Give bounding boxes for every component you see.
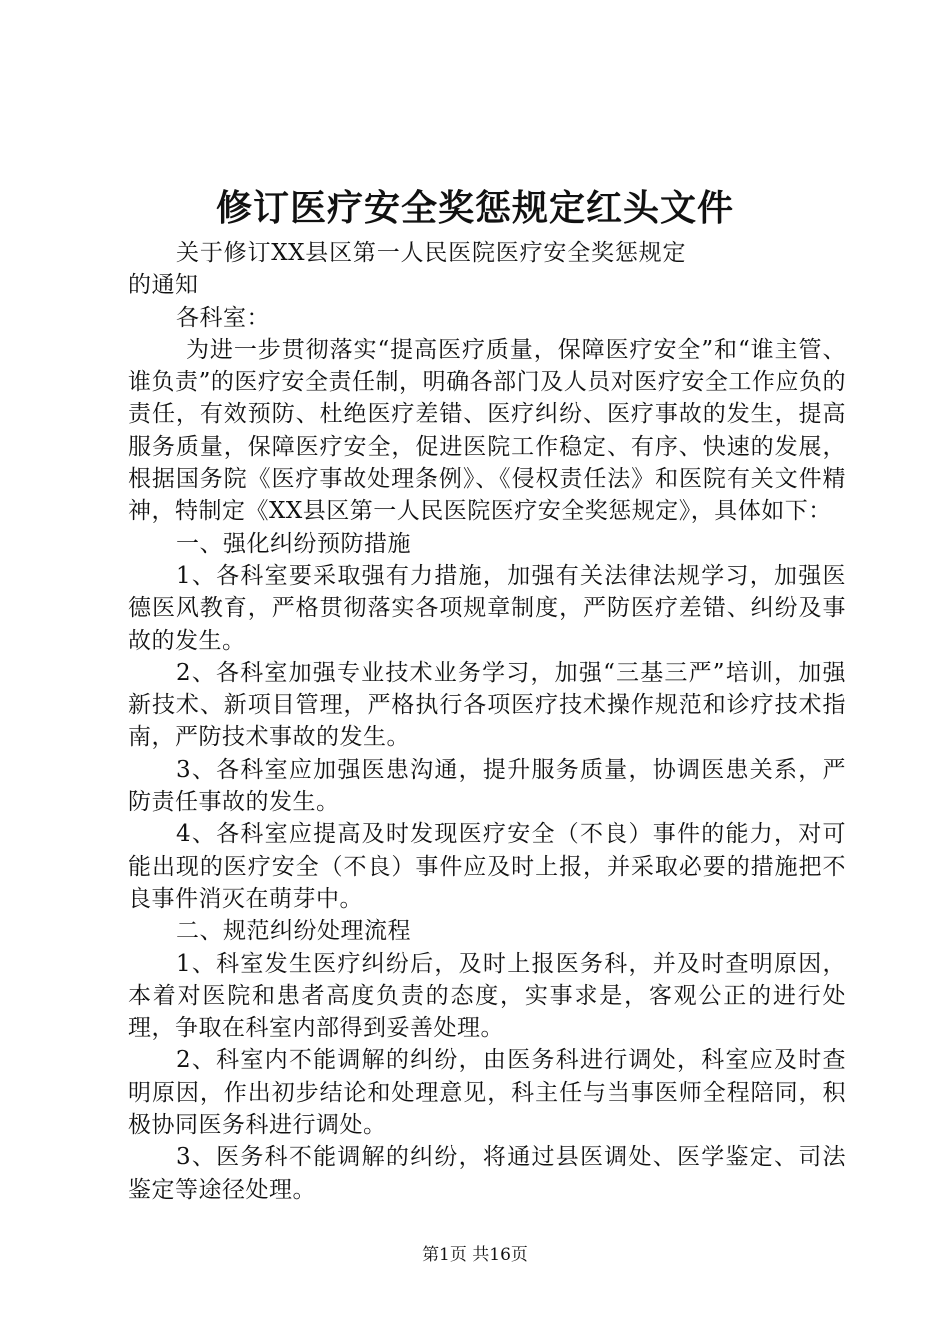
section-1-item-2: 2、各科室加强专业技术业务学习，加强“三基三严”培训，加强新技术、新项目管理，严格执行各项医疗技术操作规范和诊疗技术指南，严防技术事故的发生。	[128, 659, 846, 751]
page-number-footer: 第1页 共16页	[422, 1245, 528, 1265]
section-heading-1: 一、强化纠纷预防措施	[176, 530, 411, 557]
section-2-item-3: 3、医务科不能调解的纠纷，将通过县医调处、医学鉴定、司法鉴定等途径处理。	[128, 1144, 846, 1203]
section-1-item-4: 4、各科室应提高及时发现医疗安全（不良）事件的能力，对可能出现的医疗安全（不良）事件应及时上报，并采取必要的措施把不良事件消灭在萌芽中。	[128, 821, 846, 912]
document-body	[128, 237, 846, 1206]
intro-paragraph: 为进一步贯彻落实“提高医疗质量，保障医疗安全”和“谁主管、谁负责”的医疗安全责任制，明确各部门及人员对医疗安全工作应负的责任，有效预防、杜绝医疗差错、医疗纠纷、医疗事故的发生，提高服务质量，保障医疗安全，促进医院工作稳定、有序、快速的发展，根据国务院《医疗事故处理条例》、《侵权责任法》和医院有关文件精神，特制定《XX县区第一人民医院医疗安全奖惩规定》，具体如下：	[128, 336, 846, 525]
section-1-item-1: 1、各科室要采取强有力措施，加强有关法律法规学习，加强医德医风教育，严格贯彻落实各项规章制度，严防医疗差错、纠纷及事故的发生。	[128, 562, 846, 654]
salutation: 各科室：	[176, 304, 270, 331]
notice-heading: 关于修订XX县区第一人民医院医疗安全奖惩规定的通知	[128, 240, 686, 299]
section-2-item-1: 1、科室发生医疗纠纷后，及时上报医务科，并及时查明原因，本着对医院和患者高度负责的态度，实事求是，客观公正的进行处理，争取在科室内部得到妥善处理。	[128, 950, 846, 1042]
section-2-item-2: 2、科室内不能调解的纠纷，由医务科进行调处，科室应及时查明原因，作出初步结论和处理意见，科主任与当事医师全程陪同，积极协同医务科进行调处。	[128, 1047, 846, 1139]
section-1-item-3: 3、各科室应加强医患沟通，提升服务质量，协调医患关系，严防责任事故的发生。	[128, 756, 846, 816]
section-heading-2: 二、规范纠纷处理流程	[176, 918, 411, 945]
document-title: 修订医疗安全奖惩规定红头文件	[215, 187, 734, 229]
